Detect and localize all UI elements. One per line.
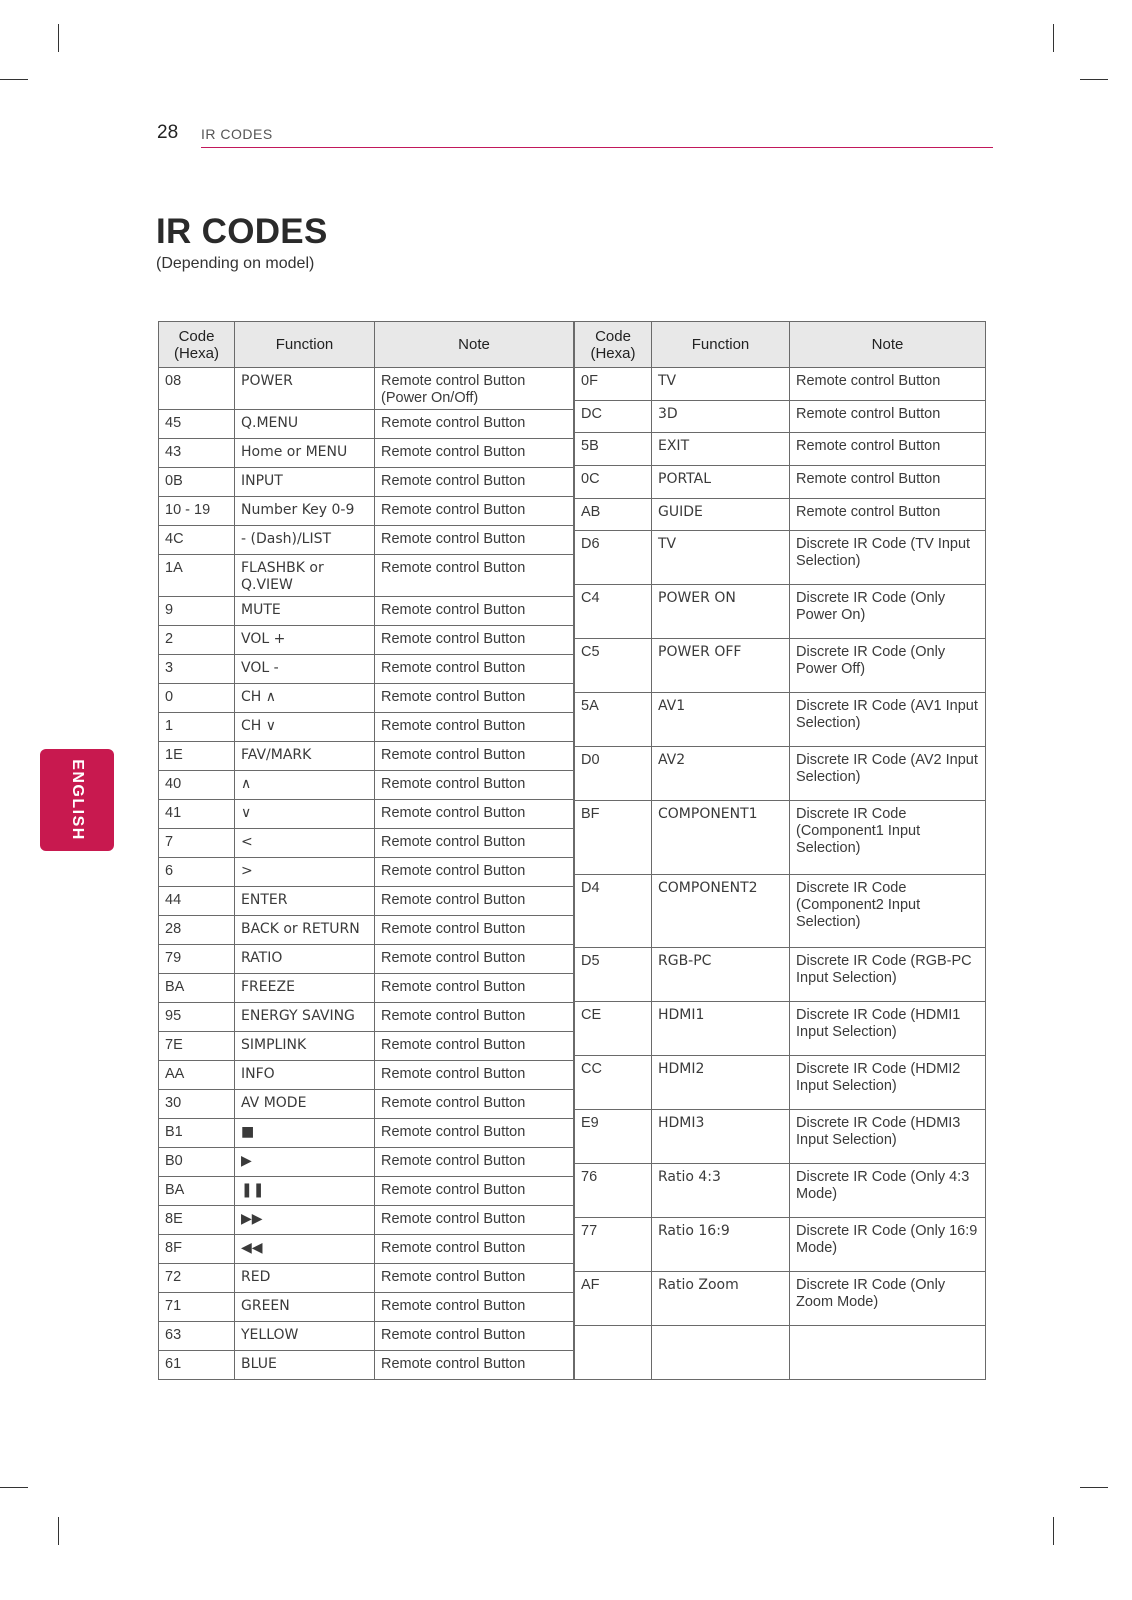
cell-function: FLASHBK or Q.VIEW: [235, 555, 375, 597]
cell-note: Discrete IR Code (TV Input Selection): [790, 531, 986, 585]
table-row: [575, 874, 986, 947]
table-row: [159, 526, 574, 555]
ir-codes-table-left: [158, 321, 574, 1380]
table-row: [159, 626, 574, 655]
cell-function: TV: [652, 368, 790, 401]
cell-note: Remote control Button: [375, 742, 574, 771]
cell-function: ◀◀: [235, 1235, 375, 1264]
cell-note: Remote control Button: [375, 1293, 574, 1322]
cell-function: SIMPLINK: [235, 1032, 375, 1061]
cell-code: 0F: [575, 368, 652, 401]
crop-mark: [0, 1487, 28, 1488]
page-title: IR CODES: [156, 212, 328, 251]
table-row: [159, 439, 574, 468]
cell-code: 5B: [575, 433, 652, 466]
cell-code: 8E: [159, 1206, 235, 1235]
table-row: [159, 1322, 574, 1351]
cell-note: Remote control Button: [375, 945, 574, 974]
cell-function: VOL +: [235, 626, 375, 655]
cell-function: Ratio Zoom: [652, 1271, 790, 1325]
table-row: [159, 1119, 574, 1148]
table-row: [575, 465, 986, 498]
cell-function: ENTER: [235, 887, 375, 916]
column-header-code: Code (Hexa): [159, 322, 235, 368]
table-row: [159, 1235, 574, 1264]
table-row: [575, 639, 986, 693]
cell-function: FAV/MARK: [235, 742, 375, 771]
cell-code: CE: [575, 1001, 652, 1055]
crop-mark: [58, 1517, 59, 1545]
cell-note: Remote control Button (Power On/Off): [375, 368, 574, 410]
table-row: [159, 368, 574, 410]
cell-note: Remote control Button: [375, 1177, 574, 1206]
cell-note: Remote control Button: [375, 1119, 574, 1148]
cell-code: BF: [575, 801, 652, 874]
cell-note: Remote control Button: [375, 916, 574, 945]
cell-code: 40: [159, 771, 235, 800]
cell-function: HDMI1: [652, 1001, 790, 1055]
cell-function: ▶▶: [235, 1206, 375, 1235]
cell-code: BA: [159, 974, 235, 1003]
table-row: [159, 771, 574, 800]
cell-code: AF: [575, 1271, 652, 1325]
cell-function: Ratio 16:9: [652, 1217, 790, 1271]
cell-note: Remote control Button: [375, 555, 574, 597]
cell-note: Discrete IR Code (AV1 Input Selection): [790, 693, 986, 747]
cell-note: Remote control Button: [375, 655, 574, 684]
cell-note: Remote control Button: [375, 974, 574, 1003]
cell-note: Remote control Button: [375, 829, 574, 858]
cell-function: ∨: [235, 800, 375, 829]
table-row: [575, 747, 986, 801]
cell-note: Remote control Button: [790, 433, 986, 466]
cell-function: HDMI2: [652, 1055, 790, 1109]
cell-function: GREEN: [235, 1293, 375, 1322]
cell-note: Remote control Button: [375, 684, 574, 713]
cell-code: B0: [159, 1148, 235, 1177]
cell-function: AV MODE: [235, 1090, 375, 1119]
table-row: [575, 1109, 986, 1163]
table-row: [159, 1090, 574, 1119]
table-row: [159, 858, 574, 887]
table-row: [575, 585, 986, 639]
cell-code: 0: [159, 684, 235, 713]
cell-code: 28: [159, 916, 235, 945]
cell-code: 41: [159, 800, 235, 829]
cell-function: VOL -: [235, 655, 375, 684]
cell-note: Discrete IR Code (Only Zoom Mode): [790, 1271, 986, 1325]
cell-function: ∧: [235, 771, 375, 800]
cell-code: E9: [575, 1109, 652, 1163]
cell-function: - (Dash)/LIST: [235, 526, 375, 555]
cell-code: 7: [159, 829, 235, 858]
crop-mark: [1080, 1487, 1108, 1488]
cell-code: 08: [159, 368, 235, 410]
cell-code: 72: [159, 1264, 235, 1293]
cell-function: HDMI3: [652, 1109, 790, 1163]
page-number: 28: [157, 122, 179, 143]
cell-code: 3: [159, 655, 235, 684]
cell-code: 0C: [575, 465, 652, 498]
cell-function: RGB-PC: [652, 947, 790, 1001]
cell-code: D4: [575, 874, 652, 947]
cell-function: INPUT: [235, 468, 375, 497]
cell-code: 30: [159, 1090, 235, 1119]
cell-code: D6: [575, 531, 652, 585]
cell-function: BACK or RETURN: [235, 916, 375, 945]
column-header-code: Code (Hexa): [575, 322, 652, 368]
cell-code: 1E: [159, 742, 235, 771]
language-tab: [40, 749, 114, 851]
language-tab-label: ENGLISH: [69, 759, 86, 841]
cell-function: AV2: [652, 747, 790, 801]
cell-function: COMPONENT2: [652, 874, 790, 947]
cell-code: 71: [159, 1293, 235, 1322]
cell-code: 45: [159, 410, 235, 439]
cell-function: ❚❚: [235, 1177, 375, 1206]
cell-code: 1A: [159, 555, 235, 597]
cell-function: Number Key 0-9: [235, 497, 375, 526]
cell-function: COMPONENT1: [652, 801, 790, 874]
table-row: [159, 684, 574, 713]
table-header-row: [159, 322, 574, 368]
crop-mark: [1053, 24, 1054, 52]
cell-note: Remote control Button: [375, 597, 574, 626]
table-row: [159, 1264, 574, 1293]
cell-note: Discrete IR Code (Component1 Input Selection): [790, 801, 986, 874]
cell-note: Discrete IR Code (Only Power On): [790, 585, 986, 639]
cell-code: DC: [575, 400, 652, 433]
cell-note: Remote control Button: [375, 771, 574, 800]
cell-note: Discrete IR Code (Only 16:9 Mode): [790, 1217, 986, 1271]
cell-function: AV1: [652, 693, 790, 747]
cell-note: Remote control Button: [375, 526, 574, 555]
table-row: [159, 597, 574, 626]
section-name: IR CODES: [201, 126, 273, 142]
cell-function: <: [235, 829, 375, 858]
cell-note: Remote control Button: [375, 468, 574, 497]
cell-function: ■: [235, 1119, 375, 1148]
cell-function: CH ∨: [235, 713, 375, 742]
table-row: [575, 400, 986, 433]
cell-code: 1: [159, 713, 235, 742]
table-row: [159, 1206, 574, 1235]
table-row: [159, 829, 574, 858]
cell-code: 5A: [575, 693, 652, 747]
column-header-function: Function: [652, 322, 790, 368]
cell-empty: [652, 1325, 790, 1379]
table-row: [159, 1293, 574, 1322]
cell-code: 44: [159, 887, 235, 916]
table-row: [159, 974, 574, 1003]
cell-function: GUIDE: [652, 498, 790, 531]
table-row: [575, 1055, 986, 1109]
cell-code: 95: [159, 1003, 235, 1032]
cell-note: Remote control Button: [375, 1090, 574, 1119]
cell-function: POWER: [235, 368, 375, 410]
table-row: [159, 945, 574, 974]
table-row: [575, 433, 986, 466]
table-row: [159, 916, 574, 945]
cell-code: 79: [159, 945, 235, 974]
cell-function: EXIT: [652, 433, 790, 466]
cell-function: Ratio 4:3: [652, 1163, 790, 1217]
cell-function: MUTE: [235, 597, 375, 626]
ir-codes-tables: [158, 321, 986, 1380]
table-row: [159, 1061, 574, 1090]
cell-function: RED: [235, 1264, 375, 1293]
table-row: [159, 468, 574, 497]
cell-note: Discrete IR Code (HDMI2 Input Selection): [790, 1055, 986, 1109]
cell-code: AA: [159, 1061, 235, 1090]
crop-mark: [1053, 1517, 1054, 1545]
table-row: [575, 1217, 986, 1271]
cell-code: BA: [159, 1177, 235, 1206]
cell-function: 3D: [652, 400, 790, 433]
table-row: [575, 693, 986, 747]
cell-note: Remote control Button: [790, 400, 986, 433]
cell-note: Remote control Button: [375, 887, 574, 916]
cell-note: Remote control Button: [375, 439, 574, 468]
cell-note: Remote control Button: [790, 368, 986, 401]
cell-note: Remote control Button: [375, 626, 574, 655]
cell-code: D5: [575, 947, 652, 1001]
cell-note: Discrete IR Code (HDMI1 Input Selection): [790, 1001, 986, 1055]
cell-note: Remote control Button: [375, 1351, 574, 1380]
table-header-row: [575, 322, 986, 368]
cell-note: Discrete IR Code (RGB-PC Input Selection): [790, 947, 986, 1001]
crop-mark: [1080, 79, 1108, 80]
table-row: [159, 1032, 574, 1061]
column-header-function: Function: [235, 322, 375, 368]
cell-function: INFO: [235, 1061, 375, 1090]
table-row: [159, 1148, 574, 1177]
table-row: [575, 947, 986, 1001]
cell-note: Remote control Button: [375, 1032, 574, 1061]
table-row-empty: [575, 1325, 986, 1379]
table-row: [159, 555, 574, 597]
cell-note: Remote control Button: [375, 1322, 574, 1351]
column-header-note: Note: [790, 322, 986, 368]
cell-code: 8F: [159, 1235, 235, 1264]
cell-code: 77: [575, 1217, 652, 1271]
cell-function: RATIO: [235, 945, 375, 974]
cell-function: FREEZE: [235, 974, 375, 1003]
cell-code: D0: [575, 747, 652, 801]
cell-code: B1: [159, 1119, 235, 1148]
cell-code: 76: [575, 1163, 652, 1217]
cell-code: 63: [159, 1322, 235, 1351]
cell-code: 10 - 19: [159, 497, 235, 526]
cell-note: Discrete IR Code (Only Power Off): [790, 639, 986, 693]
cell-note: Discrete IR Code (Only 4:3 Mode): [790, 1163, 986, 1217]
cell-function: TV: [652, 531, 790, 585]
cell-function: POWER ON: [652, 585, 790, 639]
page-subtitle: (Depending on model): [156, 255, 315, 272]
cell-function: Home or MENU: [235, 439, 375, 468]
table-row: [575, 1001, 986, 1055]
cell-function: ▶: [235, 1148, 375, 1177]
table-row: [159, 655, 574, 684]
cell-function: POWER OFF: [652, 639, 790, 693]
cell-note: Remote control Button: [375, 497, 574, 526]
cell-note: Discrete IR Code (HDMI3 Input Selection): [790, 1109, 986, 1163]
cell-function: >: [235, 858, 375, 887]
cell-empty: [575, 1325, 652, 1379]
cell-note: Remote control Button: [790, 498, 986, 531]
crop-mark: [58, 24, 59, 52]
table-row: [575, 498, 986, 531]
cell-code: 4C: [159, 526, 235, 555]
cell-function: ENERGY SAVING: [235, 1003, 375, 1032]
cell-note: Remote control Button: [375, 410, 574, 439]
header-rule: [201, 147, 993, 148]
cell-note: Remote control Button: [375, 858, 574, 887]
cell-note: Remote control Button: [790, 465, 986, 498]
ir-codes-table-right: [574, 321, 986, 1380]
cell-function: YELLOW: [235, 1322, 375, 1351]
cell-code: 6: [159, 858, 235, 887]
table-row: [575, 531, 986, 585]
cell-code: 2: [159, 626, 235, 655]
column-header-note: Note: [375, 322, 574, 368]
cell-function: CH ∧: [235, 684, 375, 713]
table-row: [575, 1271, 986, 1325]
table-row: [159, 1177, 574, 1206]
cell-code: 0B: [159, 468, 235, 497]
table-row: [159, 713, 574, 742]
cell-note: Remote control Button: [375, 1061, 574, 1090]
table-row: [159, 410, 574, 439]
cell-note: Remote control Button: [375, 1264, 574, 1293]
table-row: [159, 742, 574, 771]
crop-mark: [0, 79, 28, 80]
table-row: [575, 801, 986, 874]
cell-note: Discrete IR Code (AV2 Input Selection): [790, 747, 986, 801]
cell-code: CC: [575, 1055, 652, 1109]
cell-empty: [790, 1325, 986, 1379]
table-row: [159, 800, 574, 829]
cell-code: C5: [575, 639, 652, 693]
cell-note: Remote control Button: [375, 713, 574, 742]
cell-code: C4: [575, 585, 652, 639]
table-row: [575, 368, 986, 401]
cell-code: 61: [159, 1351, 235, 1380]
running-header: [157, 122, 993, 148]
cell-code: 9: [159, 597, 235, 626]
cell-code: 43: [159, 439, 235, 468]
table-row: [159, 497, 574, 526]
table-row: [159, 1351, 574, 1380]
cell-note: Remote control Button: [375, 1206, 574, 1235]
cell-note: Remote control Button: [375, 800, 574, 829]
cell-function: BLUE: [235, 1351, 375, 1380]
table-row: [575, 1163, 986, 1217]
table-row: [159, 1003, 574, 1032]
cell-code: 7E: [159, 1032, 235, 1061]
cell-note: Remote control Button: [375, 1003, 574, 1032]
cell-function: Q.MENU: [235, 410, 375, 439]
cell-note: Remote control Button: [375, 1148, 574, 1177]
table-row: [159, 887, 574, 916]
cell-function: PORTAL: [652, 465, 790, 498]
cell-note: Remote control Button: [375, 1235, 574, 1264]
cell-code: AB: [575, 498, 652, 531]
cell-note: Discrete IR Code (Component2 Input Selection): [790, 874, 986, 947]
